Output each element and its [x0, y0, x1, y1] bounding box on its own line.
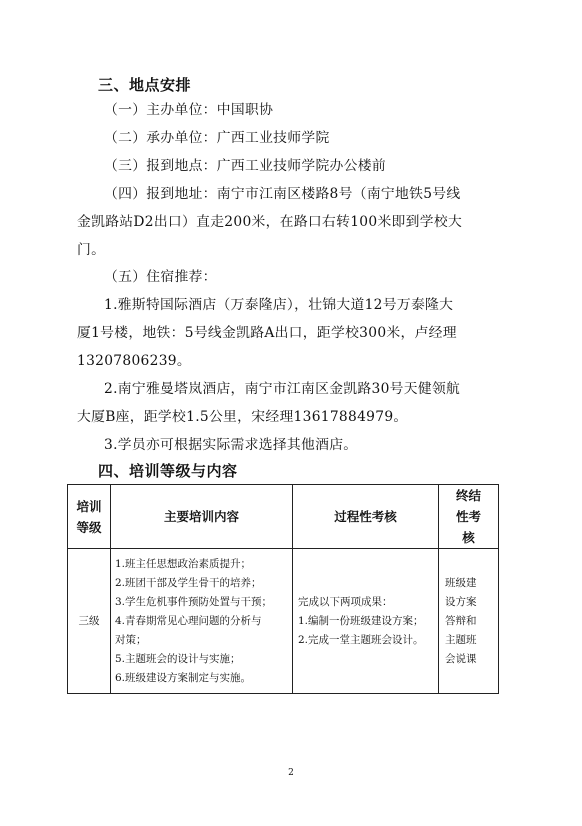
table-row	[68, 549, 499, 694]
cell-process: 完成以下两项成果： 1.编制一份班级建设方案； 2.完成一堂主题班会设计。	[293, 549, 439, 694]
address-line-3: 门。	[77, 242, 106, 258]
address-line-2: 金凯路站D2出口）直走200米，在路口右转100米即到学校大	[77, 214, 463, 230]
table-header-row	[68, 485, 499, 549]
header-final: 终结 性考 核	[439, 485, 499, 549]
lodging-heading: （五）住宿推荐：	[104, 269, 217, 285]
hotel1-line-2: 厦1号楼，地铁：5号线金凯路A出口，距学校300米，卢经理	[77, 325, 457, 341]
cell-final: 班级建 设方案 答辩和 主题班 会说课	[439, 549, 499, 694]
organizer-line: （一）主办单位：中国职协	[104, 102, 274, 118]
address-line-1: （四）报到地址：南宁市江南区楼路8号（南宁地铁5号线	[104, 186, 461, 202]
header-process: 过程性考核	[293, 485, 439, 549]
page-number: 2	[288, 768, 294, 778]
host-line: （二）承办单位：广西工业技师学院	[104, 130, 330, 146]
section-heading-location: 三、地点安排	[98, 76, 192, 94]
header-level: 培训 等级	[68, 485, 111, 549]
hotel1-line-3: 13207806239。	[77, 353, 191, 369]
hotel3-line: 3.学员亦可根据实际需求选择其他酒店。	[104, 437, 358, 453]
header-content: 主要培训内容	[111, 485, 293, 549]
hotel2-line-1: 2.南宁雅曼塔岚酒店，南宁市江南区金凯路30号天健领航	[104, 381, 461, 397]
section-heading-training: 四、培训等级与内容	[98, 462, 238, 480]
checkin-place-line: （三）报到地点：广西工业技师学院办公楼前	[104, 158, 386, 174]
cell-level: 三级	[68, 549, 111, 694]
hotel2-line-2: 大厦B座，距学校1.5公里，宋经理13617884979。	[77, 409, 408, 425]
hotel1-line-1: 1.雅斯特国际酒店（万泰隆店），壮锦大道12号万泰隆大	[104, 297, 454, 313]
cell-content: 1.班主任思想政治素质提升； 2.班团干部及学生骨干的培养； 3.学生危机事件预防处置与干预； 4.青春期常见心理问题的分析与 对策； 5.主题班会的设计与实施； 6.班级建设方案制定与实施。	[111, 549, 293, 694]
training-table	[67, 484, 499, 694]
